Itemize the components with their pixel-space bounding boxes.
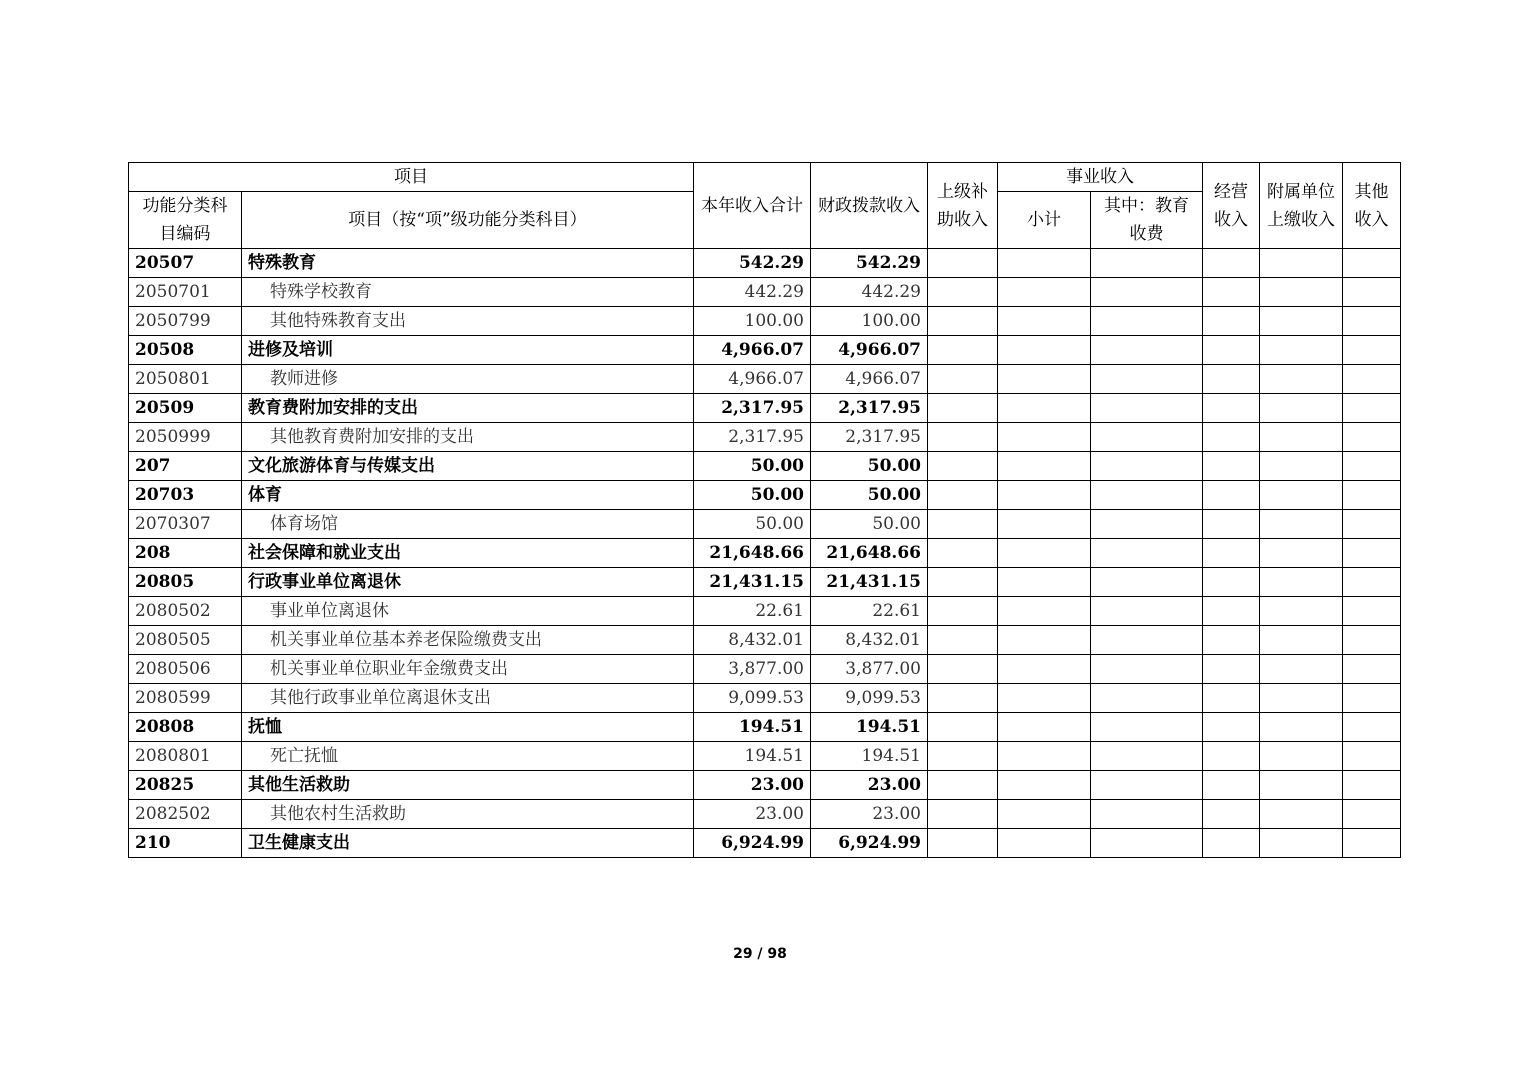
- cell-fiscal: 194.51: [811, 713, 928, 742]
- cell-fiscal: 2,317.95: [811, 394, 928, 423]
- cell-superior: [928, 684, 998, 713]
- cell-other: [1343, 452, 1401, 481]
- cell-fiscal: 50.00: [811, 452, 928, 481]
- cell-total: 542.29: [694, 249, 811, 278]
- cell-edu-fee: [1091, 800, 1203, 829]
- cell-other: [1343, 713, 1401, 742]
- cell-superior: [928, 800, 998, 829]
- cell-other: [1343, 510, 1401, 539]
- cell-fiscal: 50.00: [811, 481, 928, 510]
- cell-other: [1343, 481, 1401, 510]
- cell-edu-fee: [1091, 481, 1203, 510]
- cell-code: 2082502: [129, 800, 242, 829]
- cell-operating: [1203, 510, 1260, 539]
- cell-operating: [1203, 423, 1260, 452]
- cell-total: 4,966.07: [694, 336, 811, 365]
- cell-affiliated: [1260, 510, 1343, 539]
- cell-total: 2,317.95: [694, 394, 811, 423]
- cell-code: 20508: [129, 336, 242, 365]
- cell-operating: [1203, 278, 1260, 307]
- cell-other: [1343, 829, 1401, 858]
- cell-superior: [928, 278, 998, 307]
- cell-code: 20507: [129, 249, 242, 278]
- cell-total: 100.00: [694, 307, 811, 336]
- cell-code: 2050799: [129, 307, 242, 336]
- cell-subtotal: [998, 684, 1091, 713]
- header-operating: 经营收入: [1203, 163, 1260, 249]
- cell-affiliated: [1260, 336, 1343, 365]
- cell-subtotal: [998, 481, 1091, 510]
- cell-operating: [1203, 713, 1260, 742]
- cell-edu-fee: [1091, 452, 1203, 481]
- cell-name: 事业单位离退休: [242, 597, 694, 626]
- cell-name: 机关事业单位基本养老保险缴费支出: [242, 626, 694, 655]
- cell-superior: [928, 452, 998, 481]
- table-row: [129, 539, 1401, 568]
- cell-affiliated: [1260, 684, 1343, 713]
- cell-subtotal: [998, 626, 1091, 655]
- cell-edu-fee: [1091, 539, 1203, 568]
- cell-superior: [928, 655, 998, 684]
- table-row: [129, 278, 1401, 307]
- cell-affiliated: [1260, 655, 1343, 684]
- cell-operating: [1203, 539, 1260, 568]
- cell-code: 2080599: [129, 684, 242, 713]
- cell-name: 其他特殊教育支出: [242, 307, 694, 336]
- table-row: [129, 336, 1401, 365]
- cell-total: 3,877.00: [694, 655, 811, 684]
- header-code: 功能分类科目编码: [129, 192, 242, 249]
- cell-subtotal: [998, 394, 1091, 423]
- cell-total: 22.61: [694, 597, 811, 626]
- cell-subtotal: [998, 771, 1091, 800]
- cell-name: 教育费附加安排的支出: [242, 394, 694, 423]
- header-total: 本年收入合计: [694, 163, 811, 249]
- cell-total: 50.00: [694, 452, 811, 481]
- cell-other: [1343, 655, 1401, 684]
- cell-fiscal: 21,431.15: [811, 568, 928, 597]
- cell-name: 特殊教育: [242, 249, 694, 278]
- table-row: [129, 713, 1401, 742]
- cell-fiscal: 8,432.01: [811, 626, 928, 655]
- header-other: 其他收入: [1343, 163, 1401, 249]
- cell-subtotal: [998, 655, 1091, 684]
- cell-fiscal: 23.00: [811, 800, 928, 829]
- cell-name: 机关事业单位职业年金缴费支出: [242, 655, 694, 684]
- cell-name: 行政事业单位离退休: [242, 568, 694, 597]
- cell-name: 教师进修: [242, 365, 694, 394]
- cell-affiliated: [1260, 626, 1343, 655]
- cell-total: 50.00: [694, 510, 811, 539]
- cell-code: 210: [129, 829, 242, 858]
- cell-code: 20808: [129, 713, 242, 742]
- cell-subtotal: [998, 713, 1091, 742]
- cell-operating: [1203, 394, 1260, 423]
- cell-total: 23.00: [694, 800, 811, 829]
- cell-edu-fee: [1091, 771, 1203, 800]
- cell-subtotal: [998, 800, 1091, 829]
- cell-superior: [928, 539, 998, 568]
- cell-fiscal: 50.00: [811, 510, 928, 539]
- cell-fiscal: 542.29: [811, 249, 928, 278]
- cell-other: [1343, 568, 1401, 597]
- cell-operating: [1203, 626, 1260, 655]
- cell-affiliated: [1260, 713, 1343, 742]
- cell-operating: [1203, 829, 1260, 858]
- cell-subtotal: [998, 423, 1091, 452]
- cell-edu-fee: [1091, 597, 1203, 626]
- cell-superior: [928, 307, 998, 336]
- header-affiliated: 附属单位上缴收入: [1260, 163, 1343, 249]
- cell-operating: [1203, 481, 1260, 510]
- table-row: [129, 307, 1401, 336]
- table-row: [129, 655, 1401, 684]
- cell-affiliated: [1260, 452, 1343, 481]
- cell-name: 其他行政事业单位离退休支出: [242, 684, 694, 713]
- cell-superior: [928, 568, 998, 597]
- cell-fiscal: 9,099.53: [811, 684, 928, 713]
- cell-superior: [928, 742, 998, 771]
- header-fiscal: 财政拨款收入: [811, 163, 928, 249]
- cell-other: [1343, 742, 1401, 771]
- cell-total: 21,648.66: [694, 539, 811, 568]
- cell-affiliated: [1260, 249, 1343, 278]
- table-row: [129, 829, 1401, 858]
- cell-total: 21,431.15: [694, 568, 811, 597]
- cell-total: 6,924.99: [694, 829, 811, 858]
- cell-name: 社会保障和就业支出: [242, 539, 694, 568]
- cell-superior: [928, 481, 998, 510]
- header-project: 项目: [129, 163, 694, 192]
- table-row: [129, 568, 1401, 597]
- header-business: 事业收入: [998, 163, 1203, 192]
- cell-code: 20703: [129, 481, 242, 510]
- cell-other: [1343, 394, 1401, 423]
- cell-superior: [928, 829, 998, 858]
- cell-affiliated: [1260, 568, 1343, 597]
- cell-code: 20825: [129, 771, 242, 800]
- cell-edu-fee: [1091, 307, 1203, 336]
- cell-fiscal: 23.00: [811, 771, 928, 800]
- cell-name: 其他生活救助: [242, 771, 694, 800]
- cell-affiliated: [1260, 278, 1343, 307]
- cell-edu-fee: [1091, 742, 1203, 771]
- cell-code: 2080505: [129, 626, 242, 655]
- cell-affiliated: [1260, 829, 1343, 858]
- cell-name: 卫生健康支出: [242, 829, 694, 858]
- table-body: [129, 249, 1401, 858]
- cell-operating: [1203, 249, 1260, 278]
- cell-subtotal: [998, 829, 1091, 858]
- cell-superior: [928, 394, 998, 423]
- cell-code: 2050801: [129, 365, 242, 394]
- cell-operating: [1203, 568, 1260, 597]
- cell-operating: [1203, 597, 1260, 626]
- cell-other: [1343, 423, 1401, 452]
- cell-other: [1343, 278, 1401, 307]
- cell-other: [1343, 800, 1401, 829]
- table-row: [129, 771, 1401, 800]
- cell-subtotal: [998, 539, 1091, 568]
- cell-edu-fee: [1091, 336, 1203, 365]
- cell-subtotal: [998, 249, 1091, 278]
- table-row: [129, 510, 1401, 539]
- cell-fiscal: 4,966.07: [811, 365, 928, 394]
- cell-subtotal: [998, 568, 1091, 597]
- cell-affiliated: [1260, 742, 1343, 771]
- cell-affiliated: [1260, 771, 1343, 800]
- cell-affiliated: [1260, 597, 1343, 626]
- header-subtotal: 小计: [998, 192, 1091, 249]
- cell-other: [1343, 626, 1401, 655]
- page-number: 29 / 98: [733, 946, 787, 962]
- cell-name: 抚恤: [242, 713, 694, 742]
- cell-affiliated: [1260, 481, 1343, 510]
- cell-total: 23.00: [694, 771, 811, 800]
- cell-operating: [1203, 684, 1260, 713]
- cell-affiliated: [1260, 423, 1343, 452]
- cell-other: [1343, 365, 1401, 394]
- table-row: [129, 365, 1401, 394]
- table-row: [129, 800, 1401, 829]
- cell-subtotal: [998, 336, 1091, 365]
- cell-operating: [1203, 452, 1260, 481]
- cell-total: 8,432.01: [694, 626, 811, 655]
- cell-name: 其他农村生活救助: [242, 800, 694, 829]
- table-row: [129, 684, 1401, 713]
- cell-other: [1343, 336, 1401, 365]
- cell-affiliated: [1260, 800, 1343, 829]
- cell-name: 进修及培训: [242, 336, 694, 365]
- cell-operating: [1203, 771, 1260, 800]
- cell-edu-fee: [1091, 713, 1203, 742]
- cell-superior: [928, 249, 998, 278]
- cell-total: 194.51: [694, 713, 811, 742]
- cell-fiscal: 21,648.66: [811, 539, 928, 568]
- cell-fiscal: 3,877.00: [811, 655, 928, 684]
- table-row: [129, 394, 1401, 423]
- cell-edu-fee: [1091, 249, 1203, 278]
- cell-superior: [928, 771, 998, 800]
- cell-total: 50.00: [694, 481, 811, 510]
- cell-superior: [928, 423, 998, 452]
- table-row: [129, 452, 1401, 481]
- cell-subtotal: [998, 510, 1091, 539]
- cell-name: 特殊学校教育: [242, 278, 694, 307]
- cell-operating: [1203, 336, 1260, 365]
- cell-total: 4,966.07: [694, 365, 811, 394]
- cell-total: 2,317.95: [694, 423, 811, 452]
- header-superior: 上级补助收入: [928, 163, 998, 249]
- cell-code: 2080502: [129, 597, 242, 626]
- cell-fiscal: 442.29: [811, 278, 928, 307]
- cell-subtotal: [998, 278, 1091, 307]
- cell-name: 文化旅游体育与传媒支出: [242, 452, 694, 481]
- table-row: [129, 481, 1401, 510]
- cell-affiliated: [1260, 365, 1343, 394]
- cell-fiscal: 22.61: [811, 597, 928, 626]
- cell-affiliated: [1260, 394, 1343, 423]
- table-row: [129, 249, 1401, 278]
- cell-code: 2050701: [129, 278, 242, 307]
- cell-fiscal: 100.00: [811, 307, 928, 336]
- cell-edu-fee: [1091, 684, 1203, 713]
- income-table: [128, 162, 1401, 858]
- cell-subtotal: [998, 307, 1091, 336]
- cell-operating: [1203, 307, 1260, 336]
- cell-edu-fee: [1091, 510, 1203, 539]
- cell-code: 2050999: [129, 423, 242, 452]
- cell-edu-fee: [1091, 829, 1203, 858]
- cell-code: 20509: [129, 394, 242, 423]
- cell-code: 20805: [129, 568, 242, 597]
- cell-code: 207: [129, 452, 242, 481]
- cell-edu-fee: [1091, 423, 1203, 452]
- cell-fiscal: 6,924.99: [811, 829, 928, 858]
- cell-subtotal: [998, 365, 1091, 394]
- cell-operating: [1203, 742, 1260, 771]
- cell-fiscal: 194.51: [811, 742, 928, 771]
- header-name: 项目（按“项”级功能分类科目）: [242, 192, 694, 249]
- cell-other: [1343, 307, 1401, 336]
- cell-code: 2080801: [129, 742, 242, 771]
- table-row: [129, 742, 1401, 771]
- cell-code: 2070307: [129, 510, 242, 539]
- cell-affiliated: [1260, 307, 1343, 336]
- cell-other: [1343, 771, 1401, 800]
- cell-operating: [1203, 655, 1260, 684]
- cell-superior: [928, 626, 998, 655]
- cell-affiliated: [1260, 539, 1343, 568]
- cell-other: [1343, 684, 1401, 713]
- cell-other: [1343, 597, 1401, 626]
- cell-fiscal: 2,317.95: [811, 423, 928, 452]
- cell-subtotal: [998, 742, 1091, 771]
- cell-subtotal: [998, 597, 1091, 626]
- cell-other: [1343, 539, 1401, 568]
- cell-total: 442.29: [694, 278, 811, 307]
- cell-total: 194.51: [694, 742, 811, 771]
- cell-edu-fee: [1091, 655, 1203, 684]
- cell-name: 体育场馆: [242, 510, 694, 539]
- cell-name: 体育: [242, 481, 694, 510]
- cell-edu-fee: [1091, 365, 1203, 394]
- cell-superior: [928, 365, 998, 394]
- cell-name: 死亡抚恤: [242, 742, 694, 771]
- cell-edu-fee: [1091, 278, 1203, 307]
- cell-superior: [928, 510, 998, 539]
- cell-edu-fee: [1091, 568, 1203, 597]
- cell-edu-fee: [1091, 626, 1203, 655]
- cell-name: 其他教育费附加安排的支出: [242, 423, 694, 452]
- cell-fiscal: 4,966.07: [811, 336, 928, 365]
- cell-other: [1343, 249, 1401, 278]
- table-row: [129, 597, 1401, 626]
- cell-total: 9,099.53: [694, 684, 811, 713]
- cell-superior: [928, 336, 998, 365]
- cell-edu-fee: [1091, 394, 1203, 423]
- cell-superior: [928, 597, 998, 626]
- cell-code: 208: [129, 539, 242, 568]
- cell-operating: [1203, 800, 1260, 829]
- cell-operating: [1203, 365, 1260, 394]
- table-row: [129, 626, 1401, 655]
- header-edu-fee: 其中：教育收费: [1091, 192, 1203, 249]
- table-row: [129, 423, 1401, 452]
- cell-subtotal: [998, 452, 1091, 481]
- cell-code: 2080506: [129, 655, 242, 684]
- cell-superior: [928, 713, 998, 742]
